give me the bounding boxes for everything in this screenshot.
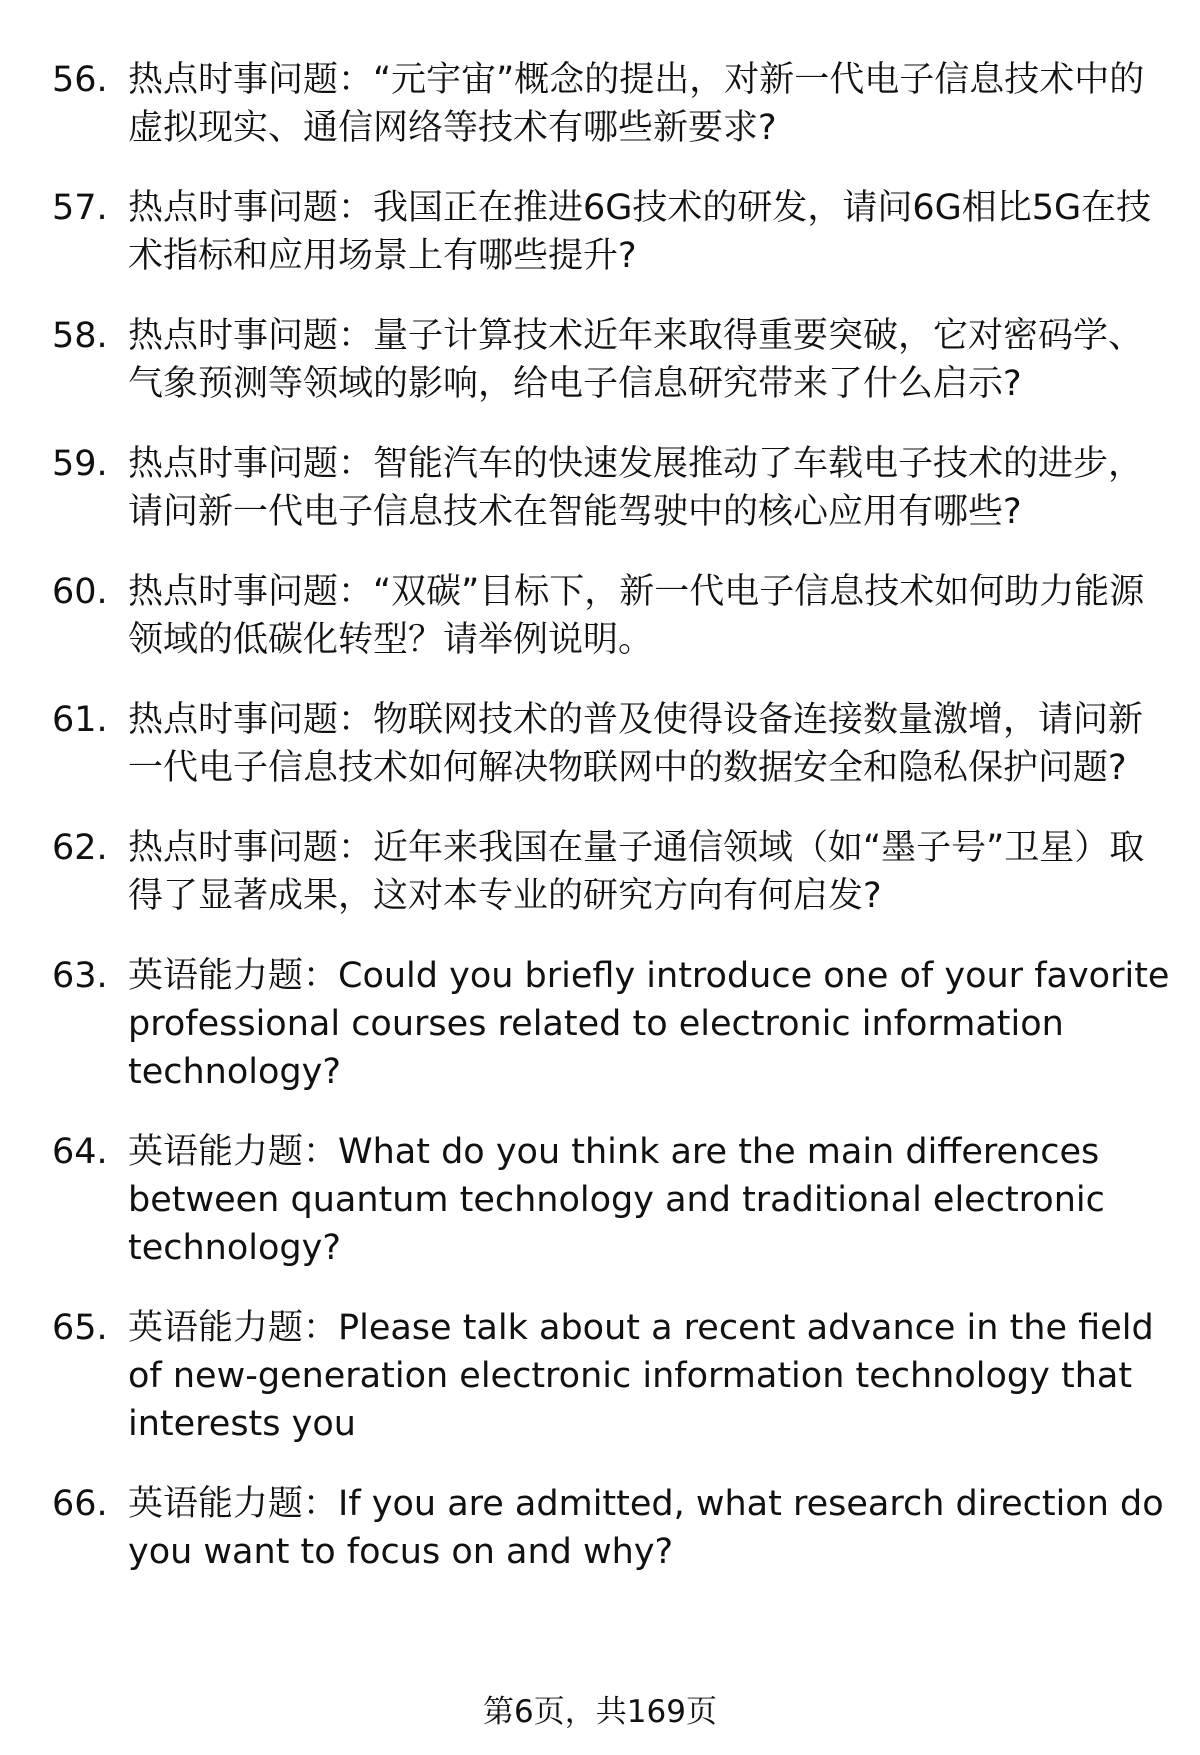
question-item <box>52 1480 1172 1576</box>
question-text: 英语能力题：Please talk about a recent advance in the field of new-generation electronic information technology that interests you <box>128 1308 1154 1444</box>
question-item <box>52 56 1172 152</box>
question-item <box>52 696 1172 792</box>
question-number: 56. <box>52 60 108 100</box>
question-item <box>52 440 1172 536</box>
question-item <box>52 312 1172 408</box>
question-text: 热点时事问题：我国正在推进6G技术的研发，请问6G相比5G在技术指标和应用场景上有哪些提升? <box>128 188 1152 276</box>
question-item <box>52 184 1172 280</box>
question-text: 热点时事问题：“双碳”目标下，新一代电子信息技术如何助力能源领域的低碳化转型？请举例说明。 <box>128 572 1145 660</box>
question-text: 热点时事问题：“元宇宙”概念的提出，对新一代电子信息技术中的虚拟现实、通信网络等技术有哪些新要求? <box>128 60 1145 148</box>
question-number: 63. <box>52 956 108 996</box>
question-list <box>52 56 1172 1608</box>
question-number: 61. <box>52 700 108 740</box>
question-number: 58. <box>52 316 108 356</box>
question-item <box>52 952 1172 1096</box>
question-number: 66. <box>52 1484 108 1524</box>
question-text: 英语能力题：What do you think are the main differences between quantum technology and traditional electronic technology? <box>128 1132 1105 1268</box>
question-number: 65. <box>52 1308 108 1348</box>
question-number: 64. <box>52 1132 108 1172</box>
question-item <box>52 1128 1172 1272</box>
question-number: 62. <box>52 828 108 868</box>
question-number: 60. <box>52 572 108 612</box>
question-number: 59. <box>52 444 108 484</box>
question-text: 热点时事问题：近年来我国在量子通信领域（如“墨子号”卫星）取得了显著成果，这对本专业的研究方向有何启发? <box>128 828 1145 916</box>
question-item <box>52 568 1172 664</box>
question-text: 热点时事问题：物联网技术的普及使得设备连接数量激增，请问新一代电子信息技术如何解决物联网中的数据安全和隐私保护问题? <box>128 700 1144 788</box>
question-item <box>52 1304 1172 1448</box>
question-item <box>52 824 1172 920</box>
page-footer: 第6页，共169页 <box>483 1694 717 1730</box>
question-text: 热点时事问题：量子计算技术近年来取得重要突破，它对密码学、气象预测等领域的影响，给电子信息研究带来了什么启示? <box>128 316 1144 404</box>
question-text: 英语能力题：Could you briefly introduce one of your favorite professional courses related to electronic information technology? <box>128 956 1170 1092</box>
question-text: 英语能力题：If you are admitted, what research direction do you want to focus on and why? <box>128 1484 1164 1572</box>
question-number: 57. <box>52 188 108 228</box>
question-text: 热点时事问题：智能汽车的快速发展推动了车载电子技术的进步，请问新一代电子信息技术在智能驾驶中的核心应用有哪些? <box>128 444 1144 532</box>
